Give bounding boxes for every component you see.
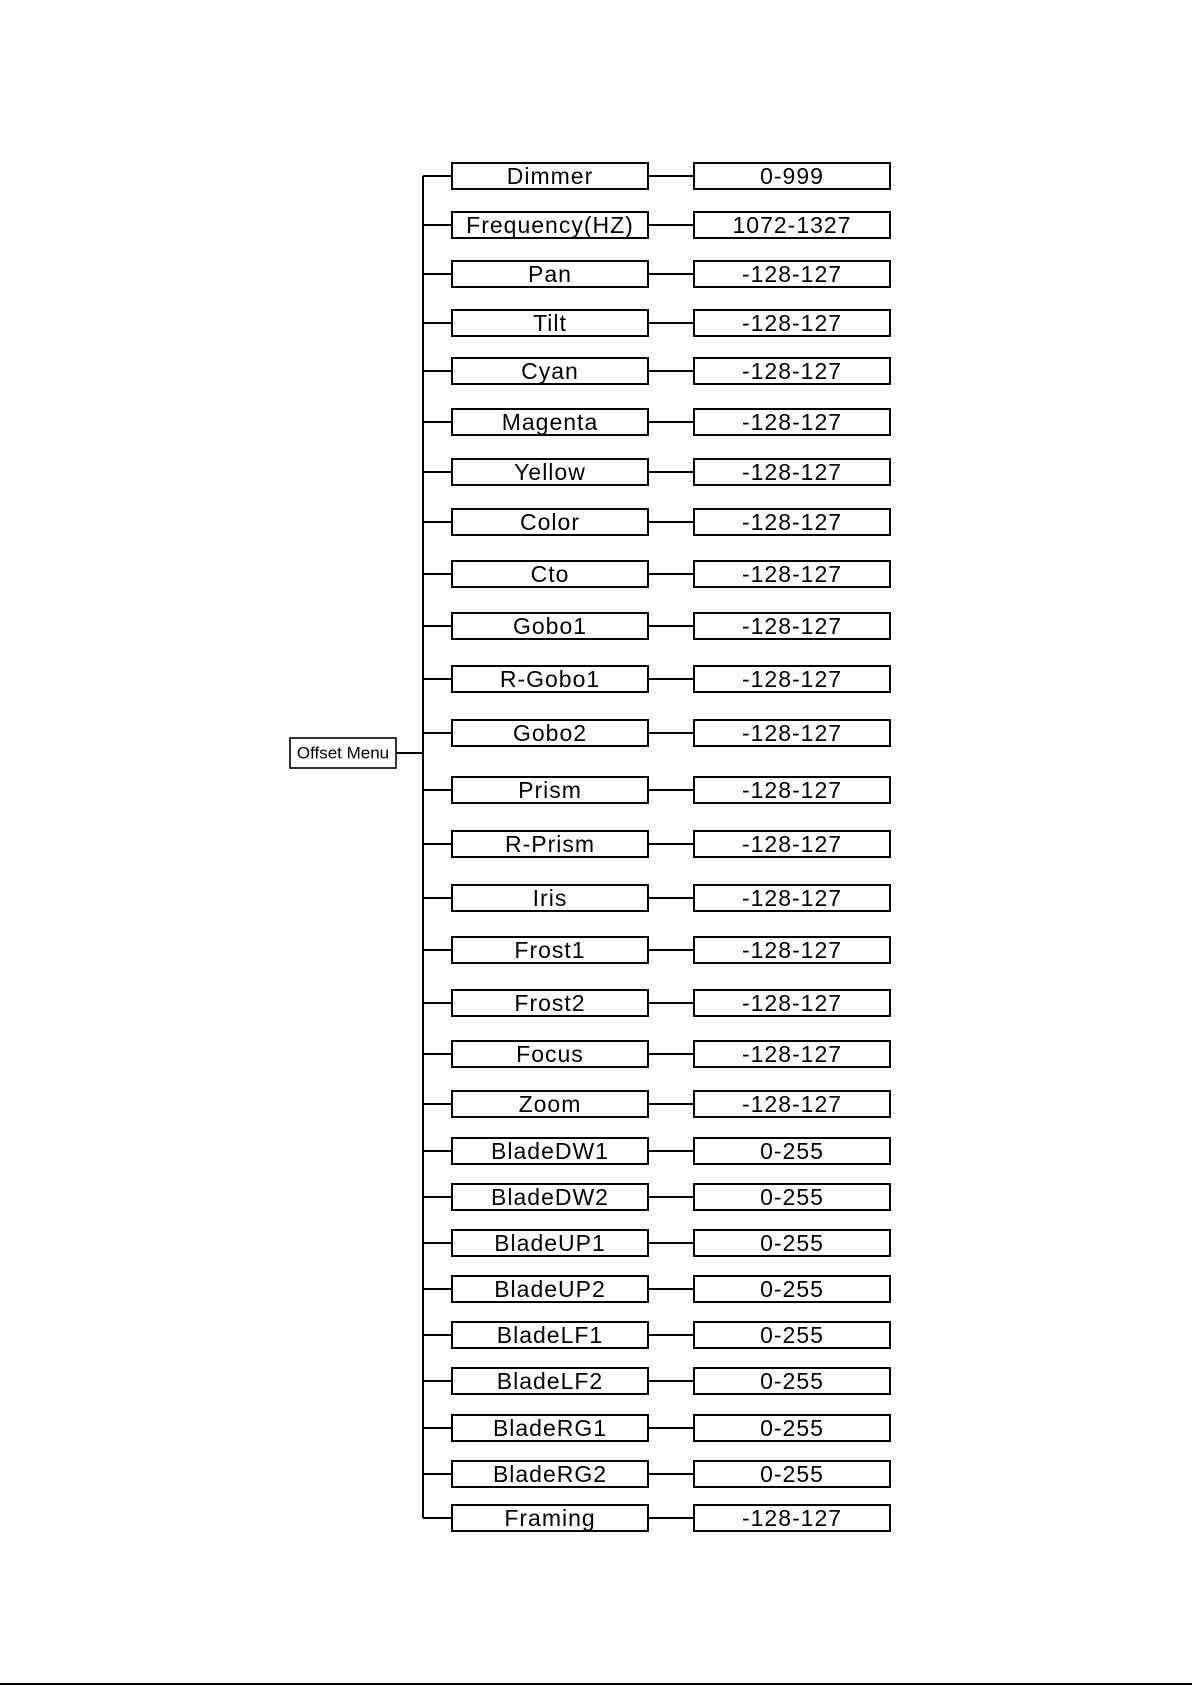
menu-row	[423, 720, 890, 746]
menu-row	[423, 885, 890, 911]
parameter-range: -128-127	[741, 1091, 843, 1117]
parameter-range: 0-255	[760, 1415, 824, 1441]
parameter-range: -128-127	[741, 1505, 843, 1531]
parameter-name: Zoom	[518, 1091, 582, 1117]
parameter-name: Gobo1	[512, 613, 588, 639]
parameter-name: BladeRG1	[492, 1415, 608, 1441]
menu-row	[423, 212, 890, 238]
menu-row	[423, 937, 890, 963]
menu-row	[423, 509, 890, 535]
parameter-range: 1072-1327	[732, 212, 852, 238]
parameter-name: R-Gobo1	[499, 666, 601, 692]
parameter-name: Focus	[516, 1041, 584, 1067]
parameter-name: BladeDW1	[491, 1138, 609, 1164]
menu-row	[423, 613, 890, 639]
parameter-range: 0-999	[760, 163, 824, 189]
parameter-range: -128-127	[741, 310, 843, 336]
parameter-name: Magenta	[501, 409, 599, 435]
menu-row	[423, 1230, 890, 1256]
parameter-name: Yellow	[514, 459, 586, 485]
parameter-name: BladeLF1	[496, 1322, 604, 1348]
menu-row	[423, 1368, 890, 1394]
parameter-range: 0-255	[760, 1368, 824, 1394]
parameter-name: BladeDW2	[491, 1184, 609, 1210]
menu-row	[423, 1276, 890, 1302]
parameter-range: -128-127	[741, 358, 843, 384]
parameter-range: -128-127	[741, 1041, 843, 1067]
menu-row	[423, 163, 890, 189]
parameter-name: Cyan	[521, 358, 579, 384]
parameter-range: -128-127	[741, 720, 843, 746]
parameter-name: Iris	[532, 885, 568, 911]
menu-row	[423, 409, 890, 435]
parameter-name: Prism	[518, 777, 582, 803]
parameter-name: BladeRG2	[492, 1461, 608, 1487]
menu-row	[423, 358, 890, 384]
menu-row	[423, 1041, 890, 1067]
parameter-range: -128-127	[741, 613, 843, 639]
parameter-range: -128-127	[741, 409, 843, 435]
parameter-name: Dimmer	[506, 163, 594, 189]
menu-row	[423, 261, 890, 287]
parameter-name: BladeUP1	[494, 1230, 606, 1256]
parameter-range: 0-255	[760, 1138, 824, 1164]
menu-row	[423, 666, 890, 692]
parameter-range: 0-255	[760, 1276, 824, 1302]
menu-row	[423, 561, 890, 587]
parameter-range: -128-127	[741, 666, 843, 692]
parameter-name: Gobo2	[512, 720, 588, 746]
menu-row	[423, 459, 890, 485]
root-node	[290, 738, 396, 768]
parameter-range: -128-127	[741, 777, 843, 803]
parameter-name: Framing	[504, 1505, 596, 1531]
menu-row	[423, 1138, 890, 1164]
parameter-name: Cto	[530, 561, 570, 587]
menu-row	[423, 1322, 890, 1348]
parameter-range: 0-255	[760, 1184, 824, 1210]
parameter-name: Pan	[528, 261, 572, 287]
parameter-name: BladeUP2	[494, 1276, 606, 1302]
parameter-name: Tilt	[533, 310, 567, 336]
menu-row	[423, 831, 890, 857]
parameter-range: -128-127	[741, 459, 843, 485]
parameter-range: -128-127	[741, 885, 843, 911]
parameter-name: Color	[520, 509, 580, 535]
parameter-range: 0-255	[760, 1322, 824, 1348]
menu-row	[423, 1505, 890, 1531]
menu-row	[423, 777, 890, 803]
parameter-range: 0-255	[760, 1461, 824, 1487]
menu-rows	[423, 163, 890, 1531]
menu-row	[423, 1461, 890, 1487]
parameter-name: R-Prism	[504, 831, 596, 857]
parameter-name: Frost2	[514, 990, 586, 1016]
parameter-range: 0-255	[760, 1230, 824, 1256]
menu-row	[423, 990, 890, 1016]
menu-row	[423, 1415, 890, 1441]
menu-row	[423, 1184, 890, 1210]
parameter-range: -128-127	[741, 561, 843, 587]
parameter-range: -128-127	[741, 990, 843, 1016]
parameter-range: -128-127	[741, 261, 843, 287]
parameter-name: Frequency(HZ)	[466, 212, 634, 238]
parameter-range: -128-127	[741, 937, 843, 963]
root-label: Offset Menu	[296, 743, 390, 763]
parameter-range: -128-127	[741, 831, 843, 857]
parameter-name: Frost1	[514, 937, 586, 963]
parameter-name: BladeLF2	[496, 1368, 604, 1394]
parameter-range: -128-127	[741, 509, 843, 535]
menu-row	[423, 310, 890, 336]
menu-row	[423, 1091, 890, 1117]
